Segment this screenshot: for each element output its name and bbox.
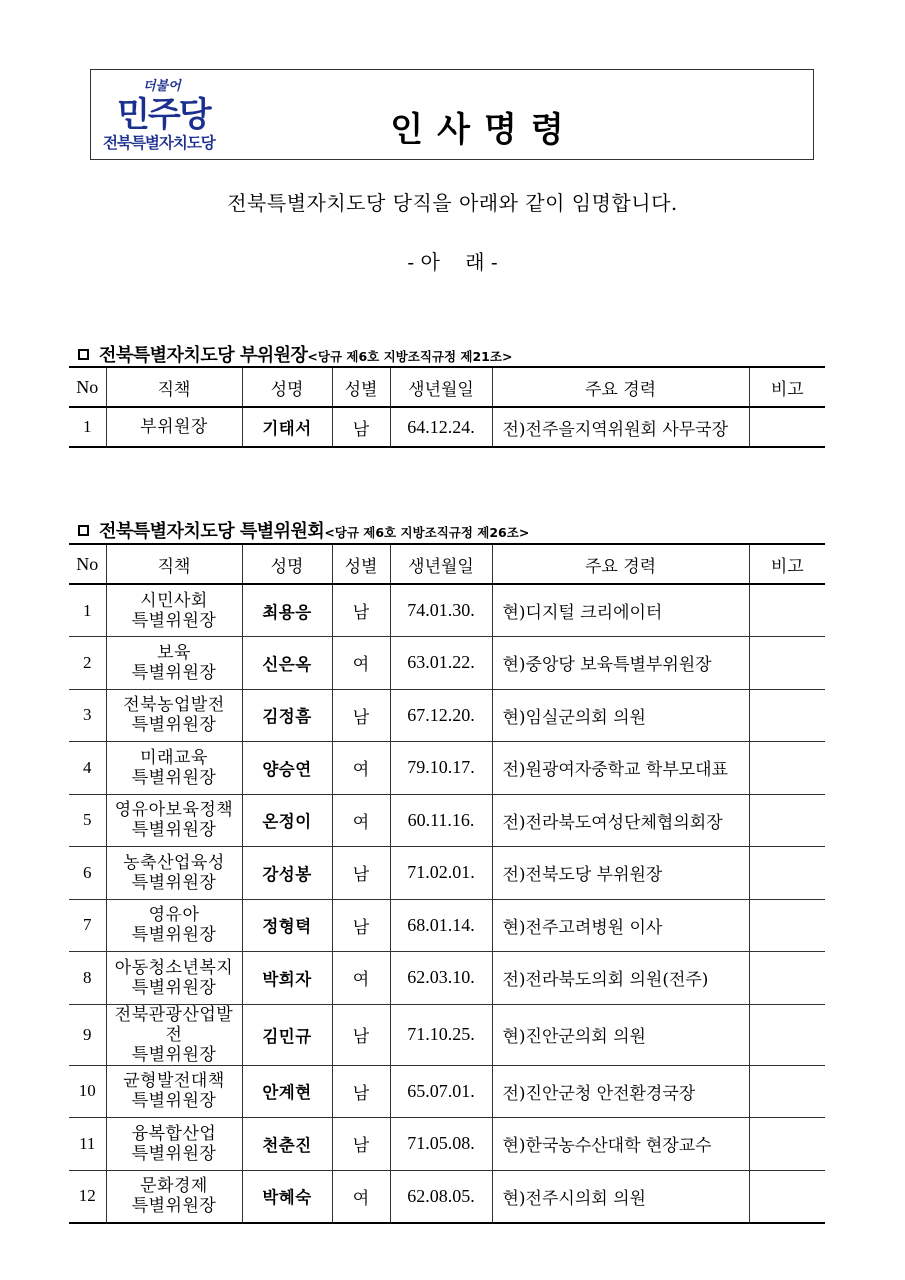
col-header-gender: 성별 xyxy=(332,367,390,407)
position-line-2: 특별위원장 xyxy=(131,977,217,998)
cell-name: 박혜숙 xyxy=(242,1170,332,1223)
position-line-2: 특별위원장 xyxy=(131,715,217,736)
position-line-1: 시민사회 xyxy=(140,590,208,611)
cell-career: 현)전주시의회 의원 xyxy=(492,1170,749,1223)
cell-gender: 여 xyxy=(332,1170,390,1223)
cell-note xyxy=(749,1118,825,1171)
table-row xyxy=(69,1118,825,1171)
cell-dob: 68.01.14. xyxy=(390,899,492,952)
cell-no: 6 xyxy=(69,847,106,900)
cell-note xyxy=(749,637,825,690)
cell-dob: 79.10.17. xyxy=(390,742,492,795)
cell-career: 전)전라북도의회 의원(전주) xyxy=(492,952,749,1005)
table-row xyxy=(69,1065,825,1118)
cell-position xyxy=(106,584,242,637)
cell-gender: 여 xyxy=(332,952,390,1005)
position-line-1: 문화경제 xyxy=(140,1176,208,1196)
cell-name: 정형텩 xyxy=(242,899,332,952)
cell-career: 전)진안군청 안전환경국장 xyxy=(492,1065,749,1118)
cell-name: 박희자 xyxy=(242,952,332,1005)
checkbox-bullet-icon xyxy=(78,349,89,360)
cell-position xyxy=(106,689,242,742)
cell-name: 양승연 xyxy=(242,742,332,795)
cell-no: 9 xyxy=(69,1004,106,1065)
cell-gender: 여 xyxy=(332,637,390,690)
table-row xyxy=(69,1170,825,1223)
col-header-dob: 생년월일 xyxy=(390,544,492,584)
table-row xyxy=(69,899,825,952)
cell-note xyxy=(749,689,825,742)
section2-heading xyxy=(78,517,529,543)
cell-note xyxy=(749,742,825,795)
col-header-position: 직책 xyxy=(106,367,242,407)
cell-career: 전)전주을지역위원회 사무국장 xyxy=(492,407,749,447)
cell-name: 최용응 xyxy=(242,584,332,637)
position-line-2: 특별위원장 xyxy=(131,1196,217,1216)
cell-position xyxy=(106,899,242,952)
position-line-2: 특별위원장 xyxy=(131,925,217,946)
cell-no: 8 xyxy=(69,952,106,1005)
cell-career: 현)한국농수산대학 현장교수 xyxy=(492,1118,749,1171)
cell-name: 온정이 xyxy=(242,794,332,847)
cell-name: 안계현 xyxy=(242,1065,332,1118)
cell-note xyxy=(749,1004,825,1065)
cell-dob: 63.01.22. xyxy=(390,637,492,690)
position-line-2: 특별위원장 xyxy=(131,1091,217,1112)
cell-gender: 남 xyxy=(332,1118,390,1171)
cell-note xyxy=(749,794,825,847)
cell-position xyxy=(106,1004,242,1065)
cell-career: 현)진안군의회 의원 xyxy=(492,1004,749,1065)
cell-no: 1 xyxy=(69,584,106,637)
cell-career: 전)전라북도여성단체협의회장 xyxy=(492,794,749,847)
position-line-1: 균형발전대책 xyxy=(123,1071,225,1092)
cell-position xyxy=(106,1065,242,1118)
position-line-2: 특별위원장 xyxy=(131,767,217,788)
cell-position xyxy=(106,742,242,795)
cell-note xyxy=(749,847,825,900)
cell-dob: 65.07.01. xyxy=(390,1065,492,1118)
table-row xyxy=(69,952,825,1005)
cell-note xyxy=(749,952,825,1005)
cell-note xyxy=(749,1170,825,1223)
position-line-1: 전북관광산업발전 xyxy=(114,1004,234,1045)
table-row xyxy=(69,1004,825,1065)
cell-name: 신은옥 xyxy=(242,637,332,690)
intro-text: 전북특별자치도당 당직을 아래와 같이 임명합니다. xyxy=(227,191,678,215)
cell-name: 기태서 xyxy=(242,407,332,447)
cell-position xyxy=(106,952,242,1005)
position-line-1: 미래교육 xyxy=(140,747,208,768)
col-header-career: 주요 경력 xyxy=(492,367,749,407)
below-label: - 아 래 - xyxy=(407,250,498,274)
cell-no: 12 xyxy=(69,1170,106,1223)
cell-career: 전)원광여자중학교 학부모대표 xyxy=(492,742,749,795)
position-line-1: 농축산업육성 xyxy=(123,852,225,873)
col-header-note: 비고 xyxy=(749,544,825,584)
cell-dob: 62.03.10. xyxy=(390,952,492,1005)
cell-gender: 남 xyxy=(332,1004,390,1065)
cell-dob: 64.12.24. xyxy=(390,407,492,447)
cell-gender: 여 xyxy=(332,794,390,847)
table-row xyxy=(69,794,825,847)
table-row xyxy=(69,637,825,690)
col-header-name: 성명 xyxy=(242,544,332,584)
position-line-2: 특별위원장 xyxy=(131,1044,217,1065)
position-line-2: 특별위원장 xyxy=(131,662,217,683)
position-line-1: 보육 xyxy=(157,642,191,663)
cell-position xyxy=(106,794,242,847)
cell-name: 강성봉 xyxy=(242,847,332,900)
table-row xyxy=(69,407,825,447)
cell-dob: 71.02.01. xyxy=(390,847,492,900)
position-line-1: 영유아 xyxy=(148,905,200,926)
cell-name: 천춘진 xyxy=(242,1118,332,1171)
cell-dob: 62.08.05. xyxy=(390,1170,492,1223)
cell-no: 5 xyxy=(69,794,106,847)
document-title: 인사명령 xyxy=(390,110,578,150)
cell-gender: 남 xyxy=(332,1065,390,1118)
cell-gender: 남 xyxy=(332,689,390,742)
cell-gender: 남 xyxy=(332,899,390,952)
vice-chair-table xyxy=(69,366,825,448)
cell-gender: 여 xyxy=(332,742,390,795)
cell-note xyxy=(749,584,825,637)
cell-name: 김정흠 xyxy=(242,689,332,742)
table-header-row xyxy=(69,367,825,407)
cell-no: 3 xyxy=(69,689,106,742)
section1-reference: <당규 제6호 지방조직규정 제21조> xyxy=(307,349,513,364)
col-header-note: 비고 xyxy=(749,367,825,407)
logo-small-text: 더불어 xyxy=(143,79,181,94)
cell-gender: 남 xyxy=(332,584,390,637)
position-line-1: 영유아보육정책 xyxy=(114,800,234,821)
section1-title: 전북특별자치도당 부위원장 xyxy=(99,345,308,366)
cell-dob: 71.05.08. xyxy=(390,1118,492,1171)
table-row xyxy=(69,689,825,742)
section2-reference: <당규 제6호 지방조직규정 제26조> xyxy=(324,525,530,540)
cell-note xyxy=(749,899,825,952)
cell-dob: 60.11.16. xyxy=(390,794,492,847)
col-header-no: No xyxy=(69,367,106,407)
cell-position xyxy=(106,407,242,447)
checkbox-bullet-icon xyxy=(78,525,89,536)
cell-career: 현)중앙당 보육특별부위원장 xyxy=(492,637,749,690)
cell-dob: 67.12.20. xyxy=(390,689,492,742)
cell-no: 11 xyxy=(69,1118,106,1171)
position-line-1: 아동청소년복지 xyxy=(114,957,234,978)
cell-dob: 74.01.30. xyxy=(390,584,492,637)
cell-career: 전)전북도당 부위원장 xyxy=(492,847,749,900)
cell-gender: 남 xyxy=(332,407,390,447)
logo-party-name: 민주당 xyxy=(117,95,210,135)
cell-no: 2 xyxy=(69,637,106,690)
cell-note xyxy=(749,407,825,447)
position-line-2: 특별위원장 xyxy=(131,872,217,893)
cell-no: 4 xyxy=(69,742,106,795)
cell-no: 10 xyxy=(69,1065,106,1118)
cell-name: 김민규 xyxy=(242,1004,332,1065)
position-line-1: 전북농업발전 xyxy=(123,695,225,716)
cell-no: 1 xyxy=(69,407,106,447)
table-header-row xyxy=(69,544,825,584)
cell-career: 현)전주고려병원 이사 xyxy=(492,899,749,952)
cell-position xyxy=(106,637,242,690)
header-box xyxy=(90,69,814,160)
cell-no: 7 xyxy=(69,899,106,952)
cell-note xyxy=(749,1065,825,1118)
cell-career: 현)디지털 크리에이터 xyxy=(492,584,749,637)
table-row xyxy=(69,847,825,900)
col-header-no: No xyxy=(69,544,106,584)
table-row xyxy=(69,584,825,637)
position-line-2: 특별위원장 xyxy=(131,610,217,631)
position-line-1: 부위원장 xyxy=(140,417,208,437)
col-header-dob: 생년월일 xyxy=(390,367,492,407)
table-row xyxy=(69,742,825,795)
cell-position xyxy=(106,847,242,900)
position-line-2: 특별위원장 xyxy=(131,1143,217,1164)
cell-gender: 남 xyxy=(332,847,390,900)
section2-title: 전북특별자치도당 특별위원회 xyxy=(99,521,325,542)
logo-branch-name: 전북특별자치도당 xyxy=(103,134,215,152)
col-header-name: 성명 xyxy=(242,367,332,407)
col-header-position: 직책 xyxy=(106,544,242,584)
position-line-2: 특별위원장 xyxy=(131,820,217,841)
col-header-gender: 성별 xyxy=(332,544,390,584)
cell-position xyxy=(106,1170,242,1223)
cell-position xyxy=(106,1118,242,1171)
cell-dob: 71.10.25. xyxy=(390,1004,492,1065)
position-line-1: 융복합산업 xyxy=(131,1123,217,1144)
special-committee-table xyxy=(69,543,825,1224)
cell-career: 현)임실군의회 의원 xyxy=(492,689,749,742)
section1-heading xyxy=(78,341,512,367)
col-header-career: 주요 경력 xyxy=(492,544,749,584)
